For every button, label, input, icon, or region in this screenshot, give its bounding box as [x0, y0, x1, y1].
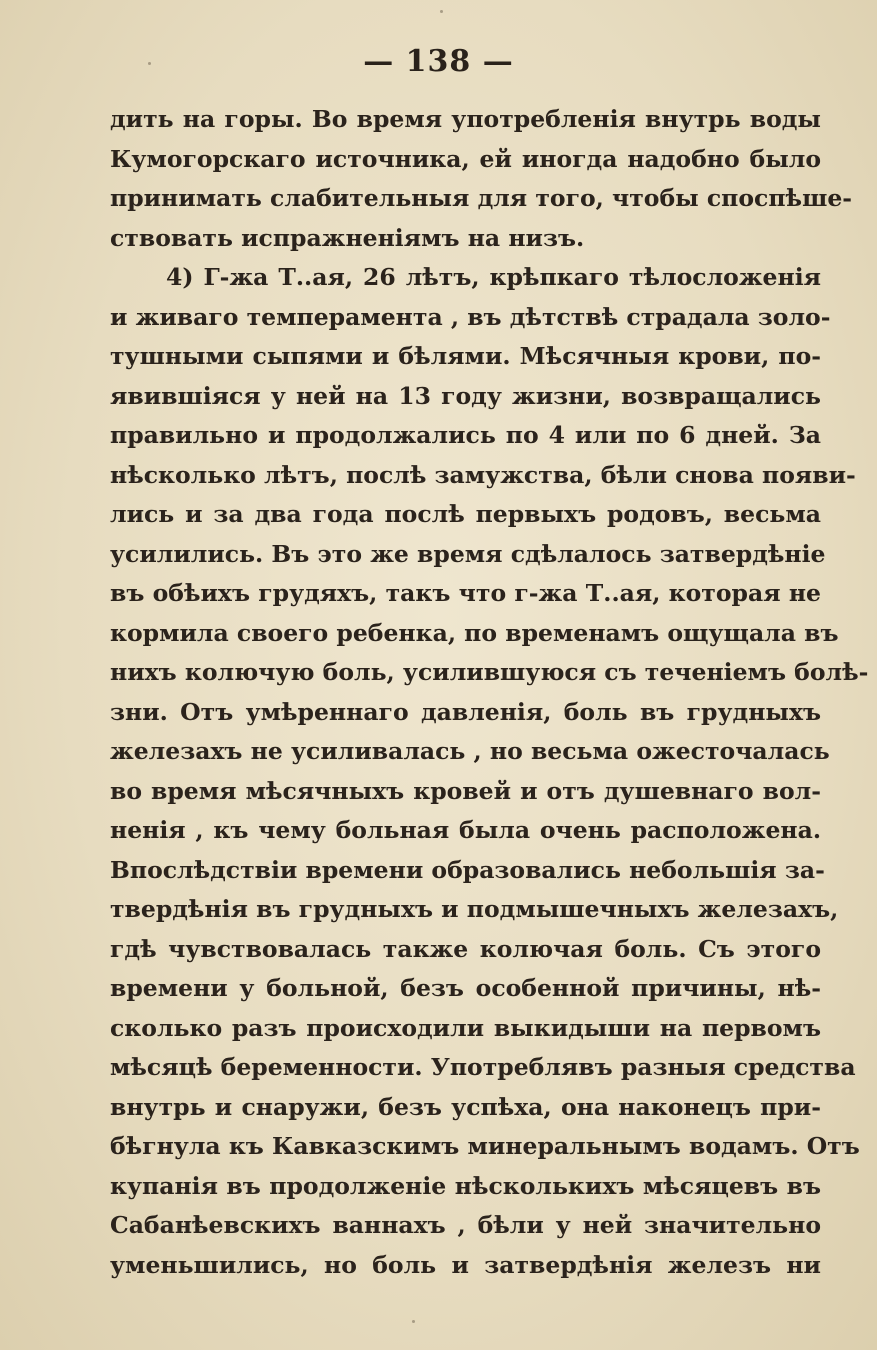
- text-line: ненія , къ чему больная была очень расположена.: [110, 816, 821, 844]
- text-line: бѣгнула къ Кавказскимъ минеральнымъ водамъ. Отъ: [110, 1132, 860, 1160]
- text-line: явившіяся у ней на 13 году жизни, возвращались: [110, 381, 821, 410]
- text-line: мѣсяцѣ беременности. Употреблявъ разныя средства: [110, 1053, 856, 1081]
- text-line: кормила своего ребенка, по временамъ ощущала въ: [110, 618, 839, 647]
- text-line: внутрь и снаружи, безъ успѣха, она наконецъ при-: [110, 1092, 821, 1121]
- text-line: зни. Отъ умѣреннаго давленія, боль въ грудныхъ: [110, 697, 821, 726]
- text-line: лись и за два года послѣ первыхъ родовъ, весьма: [110, 500, 821, 528]
- text-line: усилились. Въ это же время сдѣлалось затвердѣніе: [110, 539, 826, 568]
- paper-speck: [148, 62, 151, 65]
- page-number: — 138 —: [363, 44, 514, 79]
- text-line: 4) Г-жа Т..ая, 26 лѣтъ, крѣпкаго тѣлосложенія: [166, 263, 821, 291]
- text-line: нихъ колючую боль, усилившуюся съ теченіемъ болѣ-: [110, 658, 869, 686]
- text-line: сколько разъ происходили выкидыши на первомъ: [110, 1013, 821, 1042]
- text-line: уменьшились, но боль и затвердѣнія железъ ни: [110, 1250, 821, 1279]
- paper-speck: [440, 10, 443, 13]
- text-line: Кумогорскаго источника, ей иногда надобно было: [110, 144, 821, 173]
- text-line: тушными сыпями и бѣлями. Мѣсячныя крови, по-: [110, 342, 821, 370]
- text-line: Сабанѣевскихъ ваннахъ , бѣли у ней значительно: [110, 1211, 821, 1239]
- text-line: нѣсколько лѣтъ, послѣ замужства, бѣли снова появи-: [110, 460, 856, 489]
- text-line: и живаго темперамента , въ дѣтствѣ страдала золо-: [110, 302, 831, 331]
- text-line: въ обѣихъ грудяхъ, такъ что г-жа Т..ая, которая не: [110, 579, 821, 607]
- text-line: времени у больной, безъ особенной причины, нѣ-: [110, 974, 821, 1002]
- text-line: железахъ не усиливалась , но весьма ожесточалась: [110, 737, 830, 765]
- text-line: твердѣнія въ грудныхъ и подмышечныхъ железахъ,: [110, 895, 839, 923]
- text-line: Впослѣдствіи времени образовались небольшія за-: [110, 855, 825, 884]
- text-line: купанія въ продолженіе нѣсколькихъ мѣсяцевъ въ: [110, 1171, 821, 1200]
- text-line: ствовать испражненіямъ на низъ.: [110, 223, 585, 252]
- paper-speck: [412, 1320, 415, 1323]
- text-line: правильно и продолжались по 4 или по 6 дней. За: [110, 421, 821, 449]
- text-line: дить на горы. Во время употребленія внутрь воды: [110, 105, 821, 133]
- text-line: во время мѣсячныхъ кровей и отъ душевнаго вол-: [110, 776, 821, 805]
- body-text: [110, 100, 869, 1285]
- text-line: гдѣ чувствовалась также колючая боль. Съ этого: [110, 934, 821, 963]
- text-line: принимать слабительныя для того, чтобы споспѣше-: [110, 184, 853, 212]
